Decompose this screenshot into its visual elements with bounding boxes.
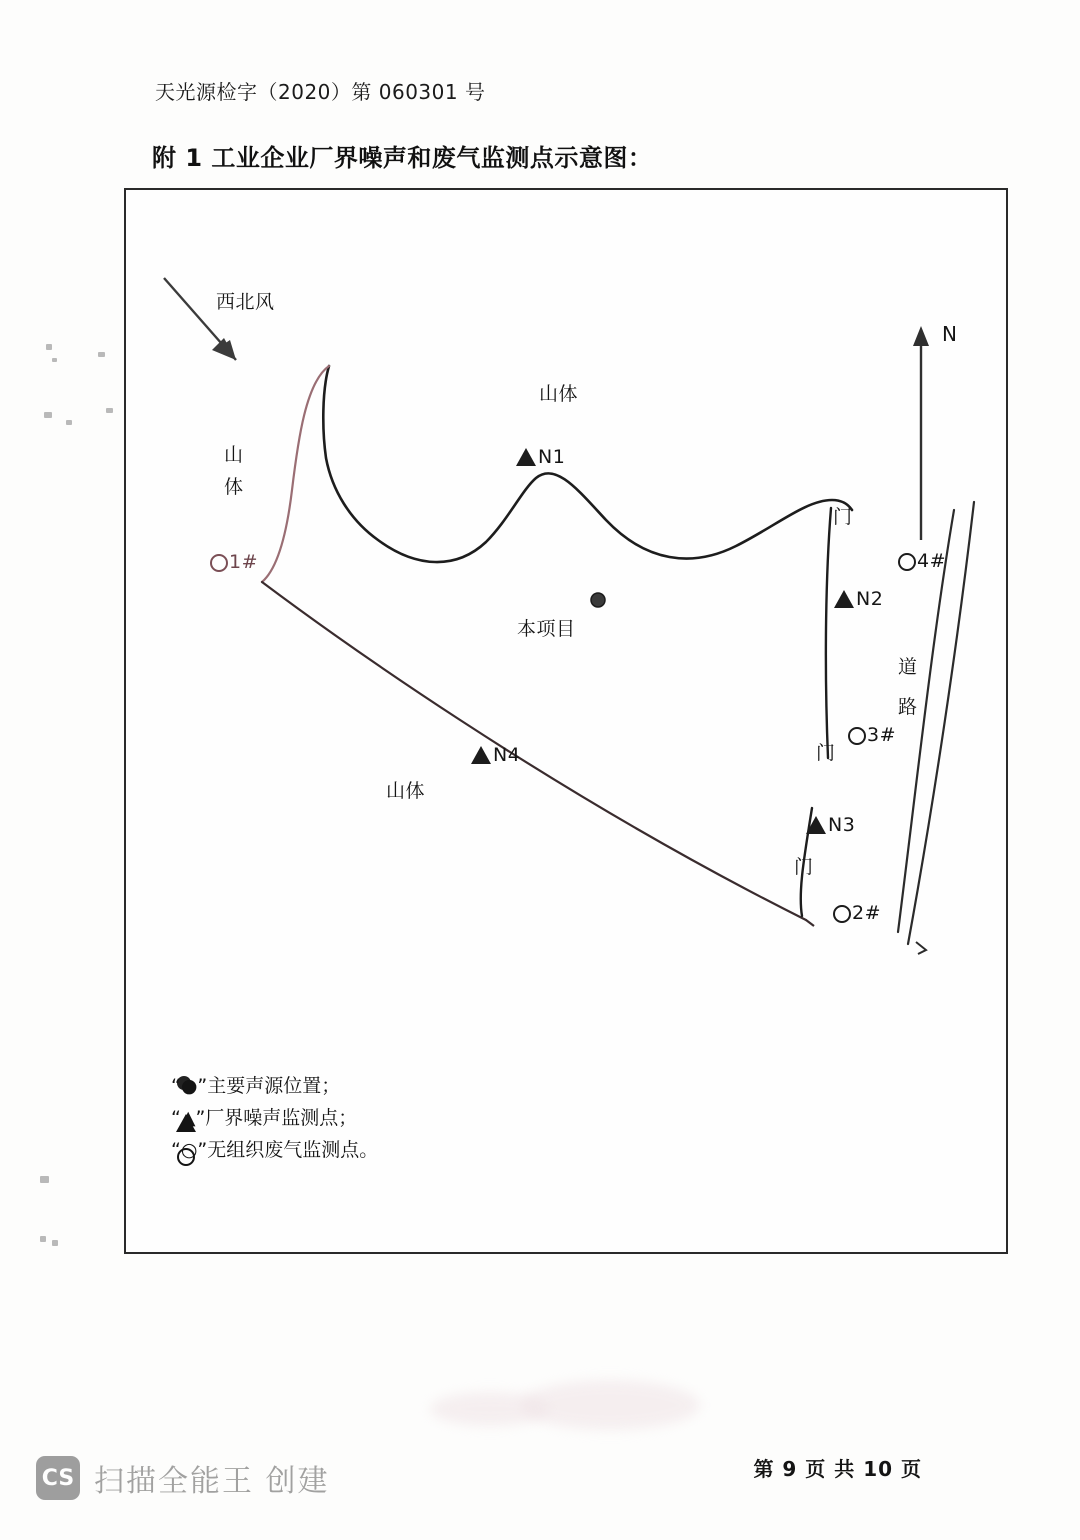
scan-speck [106, 408, 113, 413]
gas-point-label-1: 1# [229, 551, 259, 573]
legend-item-noise-point: “▲”厂界噪声监测点； [171, 1107, 358, 1129]
site-boundary-left [262, 366, 329, 582]
mountain-top-label: 山体 [539, 383, 579, 405]
north-label: N [942, 322, 958, 346]
road-label-char1: 道 [898, 656, 918, 678]
figure-legend [171, 1070, 378, 1166]
scan-smudge [430, 1392, 550, 1426]
fence-arc-upper [826, 508, 831, 758]
scan-speck [46, 344, 52, 350]
noise-point-label-n3: N3 [828, 814, 856, 836]
mountain-bottom-label: 山体 [386, 780, 426, 802]
wind-direction-label: 西北风 [216, 291, 275, 313]
scan-speck [98, 352, 105, 357]
gas-point-marker-1 [211, 555, 227, 571]
figure-frame [124, 188, 1008, 1254]
road-label-char2: 路 [898, 696, 918, 718]
watermark-text: 扫描全能王 创建 [94, 1464, 330, 1499]
road-end-mark [916, 942, 926, 954]
mountain-left-label-line1: 山 [224, 444, 244, 466]
gas-point-marker-2 [834, 906, 850, 922]
noise-point-marker-n4 [471, 746, 491, 764]
gate-label-3: 门 [794, 856, 814, 878]
gas-point-marker-3 [849, 728, 865, 744]
figure-diagram [126, 190, 1006, 1252]
noise-point-label-n2: N2 [856, 588, 884, 610]
gas-point-label-3: 3# [867, 724, 897, 746]
figure-title: 附 1 工业企业厂界噪声和废气监测点示意图： [152, 144, 653, 172]
gas-point-marker-4 [899, 554, 915, 570]
gas-point-label-4: 4# [917, 550, 947, 572]
noise-point-marker-n2 [834, 590, 854, 608]
watermark [36, 1456, 330, 1500]
sound-source-marker [591, 593, 605, 607]
legend-item-sound-source: “●”主要声源位置； [171, 1075, 341, 1097]
noise-point-marker-n1 [516, 448, 536, 466]
noise-point-label-n1: N1 [538, 446, 566, 468]
gate-label-2: 门 [816, 742, 836, 764]
scan-speck [52, 1240, 58, 1246]
scan-speck [40, 1176, 49, 1183]
page-number: 第 9 页 共 10 页 [753, 1457, 922, 1481]
mountain-ridge-line [323, 366, 852, 562]
scan-speck [52, 358, 57, 362]
scan-speck [44, 412, 52, 418]
gas-point-label-2: 2# [852, 902, 882, 924]
scan-speck [66, 420, 72, 425]
document-code: 天光源检字（2020）第 060301 号 [155, 80, 486, 104]
noise-point-label-n4: N4 [493, 744, 521, 766]
scan-speck [40, 1236, 46, 1242]
watermark-badge: CS [36, 1456, 80, 1500]
mountain-left-label-line2: 体 [224, 476, 244, 498]
legend-item-gas-point: “○”无组织废气监测点。 [171, 1139, 379, 1161]
project-label: 本项目 [517, 618, 576, 640]
north-arrow-icon [913, 326, 929, 540]
gate-label-1: 门 [833, 506, 853, 528]
